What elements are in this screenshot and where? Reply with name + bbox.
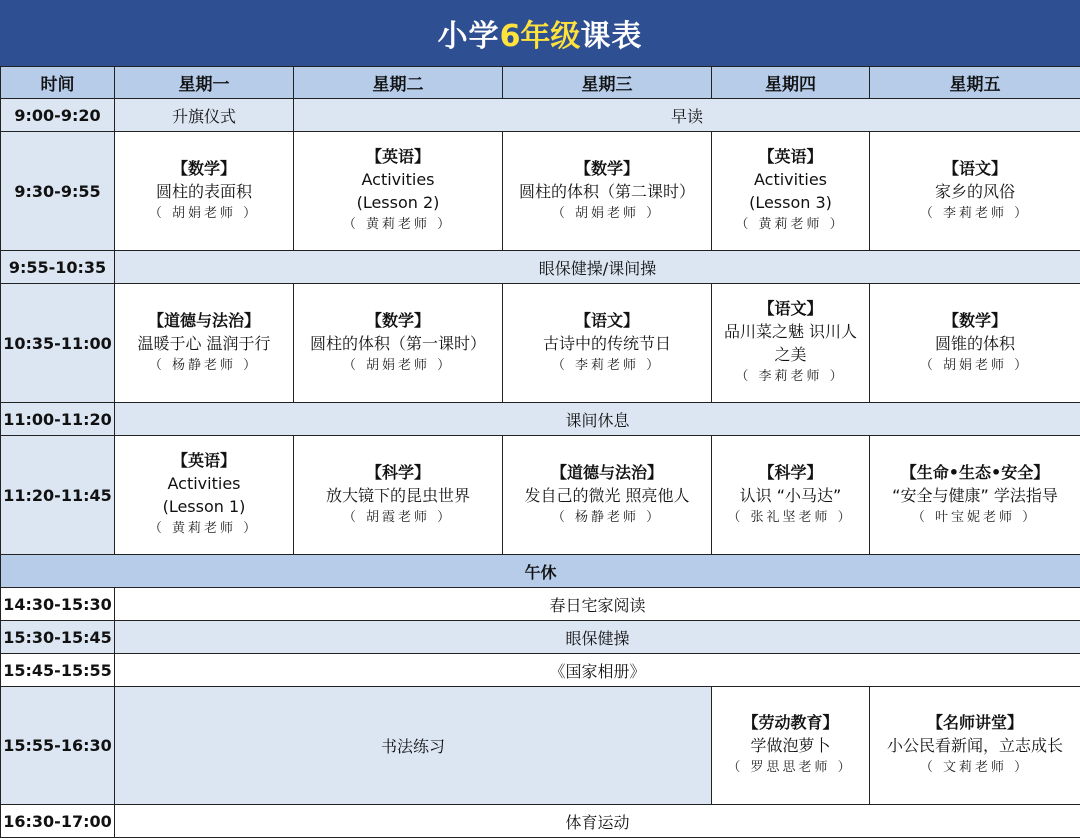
lesson-teacher: （ 胡娟老师 ） — [551, 205, 663, 221]
lesson-topic: 品川菜之魅 识川人 — [723, 322, 858, 341]
header-row — [1, 67, 1080, 99]
lesson-topic: 学做泡萝卜 — [750, 736, 831, 755]
lesson-subject: 【生命•生态•安全】 — [900, 462, 1050, 482]
lesson-teacher: （ 杨静老师 ） — [148, 357, 260, 373]
lesson-teacher: （ 叶宝妮老师 ） — [911, 509, 1039, 525]
header-day: 星期一 — [115, 67, 294, 99]
lesson-cell — [870, 132, 1080, 251]
activity-cell: 早读 — [294, 99, 1080, 132]
lesson-subject: 【劳动教育】 — [742, 713, 839, 732]
lesson-topic: 圆锥的体积 — [934, 333, 1015, 353]
lesson-cell — [115, 284, 294, 403]
lesson-teacher: （ 李莉老师 ） — [919, 205, 1031, 221]
lesson-cell — [294, 436, 503, 555]
table-row — [1, 555, 1080, 588]
lesson-teacher: （ 罗思思老师 ） — [727, 760, 854, 775]
lesson-teacher: （ 黄莉老师 ） — [148, 521, 260, 536]
activity-cell: 升旗仪式 — [115, 99, 294, 132]
lesson-teacher: （ 黄莉老师 ） — [342, 217, 454, 232]
table-row — [1, 687, 1080, 805]
lesson-teacher: （ 杨静老师 ） — [551, 509, 663, 525]
lesson-subject: 【语文】 — [942, 158, 1007, 178]
lesson-topic: 圆柱的表面积 — [155, 181, 252, 201]
lesson-topic: 放大镜下的昆虫世界 — [325, 485, 470, 505]
lesson-cell — [294, 132, 503, 251]
time-cell: 16:30-17:00 — [1, 805, 115, 838]
lesson-topic: 圆柱的体积（第二课时） — [518, 181, 695, 201]
header-day: 星期五 — [870, 67, 1080, 99]
lesson-topic: Activities — [167, 474, 241, 493]
lesson-cell — [503, 284, 712, 403]
title-suffix: 课表 — [580, 19, 643, 54]
time-cell: 11:20-11:45 — [1, 436, 115, 555]
table-row — [1, 805, 1080, 838]
activity-cell: 春日宅家阅读 — [115, 588, 1080, 621]
lesson-teacher: （ 张礼坚老师 ） — [727, 509, 854, 525]
lesson-topic: Activities — [754, 170, 827, 189]
lesson-cell — [870, 687, 1080, 805]
lesson-teacher: （ 李莉老师 ） — [551, 357, 663, 373]
lesson-teacher: （ 胡娟老师 ） — [919, 357, 1031, 373]
table-row — [1, 132, 1080, 251]
time-cell: 11:00-11:20 — [1, 403, 115, 436]
lesson-subject: 【科学】 — [758, 462, 823, 482]
lesson-subject: 【科学】 — [365, 462, 430, 482]
lesson-teacher: （ 文莉老师 ） — [919, 760, 1031, 775]
lesson-cell — [712, 687, 870, 805]
activity-cell: 书法练习 — [115, 687, 712, 805]
title-highlight: 6年级 — [499, 19, 581, 54]
time-cell: 15:30-15:45 — [1, 621, 115, 654]
title-prefix: 小学 — [437, 19, 500, 54]
table-row — [1, 99, 1080, 132]
lesson-subject: 【数学】 — [942, 310, 1007, 330]
lesson-topic: 古诗中的传统节日 — [542, 333, 671, 353]
lesson-cell — [870, 284, 1080, 403]
lesson-subject: 【数学】 — [574, 158, 639, 178]
lunch-break: 午休 — [1, 555, 1080, 588]
table-row — [1, 284, 1080, 403]
lesson-cell — [503, 436, 712, 555]
time-cell: 15:55-16:30 — [1, 687, 115, 805]
lesson-topic: 家乡的风俗 — [934, 181, 1015, 201]
header-time: 时间 — [1, 67, 115, 99]
lesson-cell — [712, 132, 870, 251]
lesson-topic: 认识 “小马达” — [739, 485, 842, 505]
header-day: 星期三 — [503, 67, 712, 99]
time-cell: 9:55-10:35 — [1, 251, 115, 284]
time-cell: 14:30-15:30 — [1, 588, 115, 621]
lesson-topic-line2: 之美 — [774, 345, 807, 364]
activity-cell: 《国家相册》 — [115, 654, 1080, 687]
lesson-cell — [712, 436, 870, 555]
table-row — [1, 588, 1080, 621]
lesson-subject: 【道德与法治】 — [550, 462, 663, 482]
lesson-topic-line2: (Lesson 3) — [749, 193, 832, 212]
lesson-teacher: （ 李莉老师 ） — [735, 369, 846, 384]
time-cell: 10:35-11:00 — [1, 284, 115, 403]
activity-cell: 眼保健操 — [115, 621, 1080, 654]
activity-cell: 课间休息 — [115, 403, 1080, 436]
table-row — [1, 403, 1080, 436]
schedule-table — [0, 66, 1080, 838]
lesson-cell — [115, 436, 294, 555]
lesson-cell — [294, 284, 503, 403]
table-row — [1, 654, 1080, 687]
lesson-subject: 【英语】 — [758, 147, 823, 166]
lesson-teacher: （ 胡娟老师 ） — [342, 357, 454, 373]
lesson-teacher: （ 胡娟老师 ） — [148, 205, 260, 221]
lesson-cell — [115, 132, 294, 251]
header-day: 星期二 — [294, 67, 503, 99]
lesson-cell — [503, 132, 712, 251]
page-title — [0, 0, 1080, 67]
lesson-topic: 圆柱的体积（第一课时） — [309, 333, 486, 353]
lesson-subject: 【名师讲堂】 — [926, 713, 1023, 732]
lesson-teacher: （ 黄莉老师 ） — [735, 217, 846, 232]
lesson-topic-line2: (Lesson 1) — [162, 497, 246, 516]
lesson-subject: 【语文】 — [758, 299, 823, 318]
lesson-topic: 温暖于心 温润于行 — [137, 333, 271, 353]
table-row — [1, 621, 1080, 654]
time-cell: 9:00-9:20 — [1, 99, 115, 132]
lesson-topic: 小公民看新闻，立志成长 — [886, 736, 1063, 755]
activity-cell: 眼保健操/课间操 — [115, 251, 1080, 284]
lesson-subject: 【道德与法治】 — [147, 310, 260, 330]
lesson-cell — [712, 284, 870, 403]
lesson-subject: 【数学】 — [171, 158, 236, 178]
time-cell: 9:30-9:55 — [1, 132, 115, 251]
lesson-subject: 【数学】 — [365, 310, 430, 330]
activity-cell: 体育运动 — [115, 805, 1080, 838]
lesson-teacher: （ 胡霞老师 ） — [342, 509, 454, 525]
table-row — [1, 436, 1080, 555]
lesson-subject: 【英语】 — [365, 147, 430, 166]
lesson-cell — [870, 436, 1080, 555]
lesson-subject: 【语文】 — [574, 310, 639, 330]
lesson-topic: Activities — [361, 170, 435, 189]
table-row — [1, 251, 1080, 284]
lesson-topic: 发自己的微光 照亮他人 — [524, 485, 690, 505]
header-day: 星期四 — [712, 67, 870, 99]
lesson-topic-line2: (Lesson 2) — [356, 193, 440, 212]
lesson-topic: “安全与健康” 学法指导 — [892, 485, 1058, 505]
time-cell: 15:45-15:55 — [1, 654, 115, 687]
lesson-subject: 【英语】 — [171, 451, 236, 470]
